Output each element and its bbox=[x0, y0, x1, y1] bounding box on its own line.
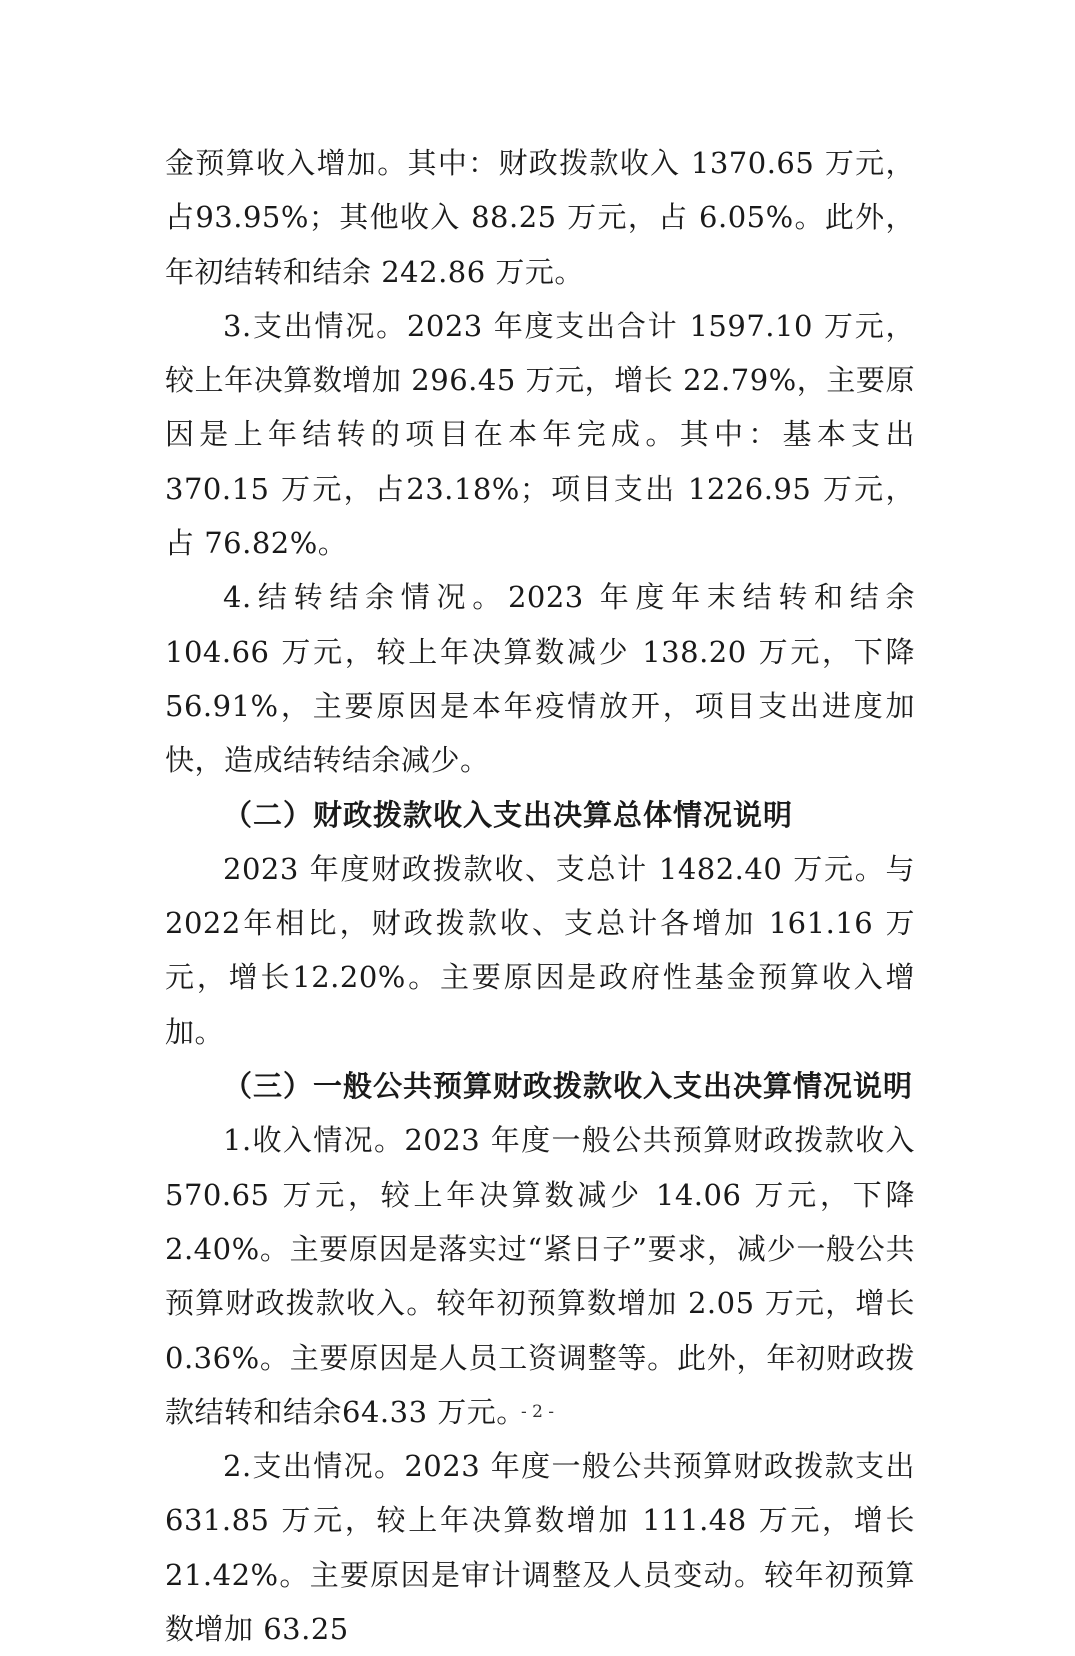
paragraph-spending: 2.支出情况。2023 年度一般公共预算财政拨款支出631.85 万元，较上年决算数增加 111.48 万元，增长 21.42%。主要原因是审计调整及人员变动。较年初预算数增加 63.25 bbox=[165, 1449, 915, 1647]
document-body bbox=[165, 136, 915, 1656]
page-number: - 2 - bbox=[520, 1402, 555, 1422]
section-heading-3: （三）一般公共预算财政拨款收入支出决算情况说明 bbox=[223, 1069, 914, 1104]
paragraph-expenditure: 3.支出情况。2023 年度支出合计 1597.10 万元，较上年决算数增加 296.45 万元，增长 22.79%，主要原因是上年结转的项目在本年完成。其中：基本支出 370.15 万元，占23.18%；项目支出 1226.95 万元，占 76.82%。 bbox=[165, 308, 915, 561]
paragraph-income: 1.收入情况。2023 年度一般公共预算财政拨款收入570.65 万元，较上年决算数减少 14.06 万元，下降 2.40%。主要原因是落实过“紧日子”要求，减少一般公共预算财政拨款收入。较年初预算数增加 2.05 万元，增长 0.36%。主要原因是人员工资调整等。此外，年初财政拨款结转和结余64.33 万元。 bbox=[165, 1123, 915, 1429]
paragraph-continuation: 金预算收入增加。其中：财政拨款收入 1370.65 万元，占93.95%；其他收入 88.25 万元，占 6.05%。此外，年初结转和结余 242.86 万元。 bbox=[165, 146, 915, 289]
section-heading-2: （二）财政拨款收入支出决算总体情况说明 bbox=[223, 797, 794, 832]
paragraph-fiscal-total: 2023 年度财政拨款收、支总计 1482.40 万元。与 2022年相比，财政拨款收、支总计各增加 161.16 万元，增长12.20%。主要原因是政府性基金预算收入增加。 bbox=[165, 851, 915, 1049]
paragraph-carryover: 4.结转结余情况。2023 年度年末结转和结余 104.66 万元，较上年决算数减少 138.20 万元，下降 56.91%，主要原因是本年疫情放开，项目支出进度加快，造成结转结余减少。 bbox=[165, 580, 915, 778]
